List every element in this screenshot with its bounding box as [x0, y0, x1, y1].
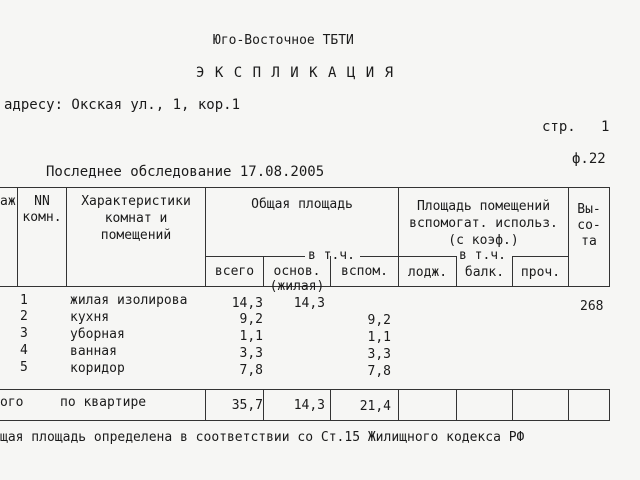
page-number: стр. 1 [542, 119, 610, 135]
summary-top-border [0, 389, 610, 390]
footer-note: щая площадь определена в соответствии со Ст.15 Жилищного кодекса РФ [0, 430, 525, 445]
header-aux-area-3: (с коэф.) [448, 233, 519, 248]
aux-incl-left-line [398, 256, 456, 257]
header-nn-2: комн. [22, 210, 62, 225]
header-char-3: помещений [100, 228, 172, 243]
document-title: Э К С П Л И К А Ц И Я [196, 65, 395, 81]
header-char-2: комнат и [104, 211, 168, 226]
sum-line-e [456, 389, 457, 420]
row-aux: 3,3 [367, 347, 391, 362]
row-aux: 7,8 [367, 364, 391, 379]
summary-prefix: ого [0, 395, 24, 410]
row-name: жилая изолирова [70, 293, 188, 308]
summary-main: 14,3 [293, 398, 325, 413]
row-total: 14,3 [231, 296, 263, 311]
header-nn-1: NN [34, 194, 50, 209]
summary-aux: 21,4 [359, 399, 391, 414]
header-aux-area-2: вспомогат. использ. [409, 216, 558, 231]
row-nn: 4 [20, 343, 28, 358]
header-char-1: Характеристики [81, 194, 191, 209]
summary-label: по квартире [60, 395, 147, 410]
header-floor: аж [0, 194, 16, 209]
sum-line-h [609, 389, 610, 420]
address-line: адресу: Окская ул., 1, кор.1 [4, 97, 241, 113]
incl-right-line [360, 256, 398, 257]
header-sub-balcony: балк. [464, 265, 505, 280]
survey-date: Последнее обследование 17.08.2005 [46, 164, 325, 180]
incl-left-line [205, 256, 305, 257]
header-sub-total: всего [214, 264, 255, 279]
row-aux: 9,2 [367, 313, 391, 328]
row-nn: 5 [20, 360, 28, 375]
header-sub-other: проч. [520, 265, 561, 280]
header-height-1: Вы- [577, 202, 601, 217]
row-height: 268 [580, 299, 604, 314]
row-total: 1,1 [239, 329, 263, 344]
header-height-3: та [581, 234, 597, 249]
header-sub-aux: вспом. [341, 264, 388, 279]
aux-incl-right-line [512, 256, 568, 257]
form-number: ф.22 [572, 151, 606, 167]
table-top-border [0, 187, 610, 188]
col-line-right [609, 187, 610, 286]
row-nn: 2 [20, 309, 28, 324]
row-total: 3,3 [239, 346, 263, 361]
sum-line-f [512, 389, 513, 420]
header-total-area: Общая площадь [251, 197, 353, 212]
header-height-2: со- [577, 218, 601, 233]
header-sub-main-2: (жилая) [269, 279, 325, 294]
row-aux: 1,1 [367, 330, 391, 345]
header-sub-main-1: основ. [273, 264, 321, 279]
sum-line-d [398, 389, 399, 420]
row-nn: 3 [20, 326, 28, 341]
header-aux-area-1: Площадь помещений [416, 199, 551, 214]
header-sub-loggia: лодж. [407, 265, 448, 280]
row-name: ванная [70, 344, 117, 359]
header-incl: в т.ч. [308, 248, 355, 263]
summary-bottom-border [0, 420, 610, 421]
org-name: Юго-Восточное ТБТИ [213, 33, 354, 48]
row-name: уборная [70, 327, 125, 342]
row-main: 14,3 [293, 296, 325, 311]
header-aux-incl: в т.ч. [459, 248, 506, 263]
summary-total: 35,7 [231, 398, 263, 413]
row-name: коридор [70, 361, 125, 376]
row-nn: 1 [20, 293, 28, 308]
sum-line-g [568, 389, 569, 420]
row-name: кухня [70, 310, 110, 325]
row-total: 7,8 [239, 363, 263, 378]
row-total: 9,2 [239, 312, 263, 327]
